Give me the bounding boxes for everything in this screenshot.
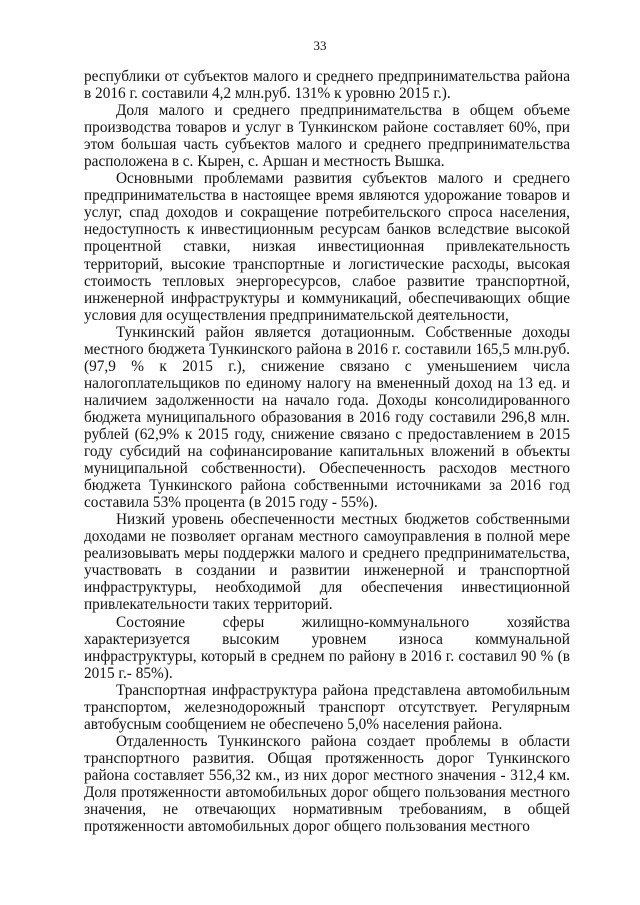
page-number: 33 — [313, 38, 327, 53]
paragraph-budget-sufficiency: Низкий уровень обеспеченности местных бюджетов собственными доходами не позволяет органам местного самоуправления в полной мере реализовывать меры поддержки малого и среднего предпринимательства, участвовать в создании и развитии инженерной и транспортной инфраструктуры, необходимой для обеспечения инвестиционной привлекательности таких территорий. — [84, 511, 570, 614]
paragraph-budget-revenue: Тункинский район является дотационным. Собственные доходы местного бюджета Тункинского района в 2016 г. составили 165,5 млн.руб. (97,9 % к 2015 г.), снижение связано с уменьшением числа налогоплательщиков по единому налогу на вмененный доход на 13 ед. и наличием задолженности на начало года. Доходы консолидированного бюджета муниципального образования в 2016 году составили 296,8 млн. рублей (62,9% к 2015 году, снижение связано с предоставлением в 2015 году субсидий на софинансирование капитальных вложений в объекты муниципальной собственности). Обеспеченность расходов местного бюджета Тункинского района собственными источниками за 2016 год составила 53% процента (в 2015 году - 55%). — [84, 323, 570, 512]
paragraph-development-problems: Основными проблемами развития субъектов малого и среднего предпринимательства в настоящее время являются удорожание товаров и услуг, спад доходов и сокращение потребительского спроса населения, недоступность к инвестиционным ресурсам банков вследствие высокой процентной ставки, низкая инвестиционная привлекательность территорий, высокие транспортные и логистические расходы, высокая стоимость тепловых энергоресурсов, слабое развитие транспортной, инженерной инфраструктуры и коммуникаций, обеспечивающих общие условия для осуществления предпринимательской деятельности, — [84, 170, 570, 324]
paragraph-transport-infrastructure: Транспортная инфраструктура района представлена автомобильным транспортом, железнодорожный транспорт отсутствует. Регулярным автобусным сообщением не обеспечено 5,0% населения района. — [84, 681, 570, 733]
paragraph-housing-utilities: Состояние сферы жилищно-коммунального хозяйства характеризуется высоким уровнем износа коммунальной инфраструктуры, который в среднем по району в 2016 г. составил 90 % (в 2015 г.- 85%). — [84, 613, 570, 682]
document-body — [84, 68, 570, 835]
paragraph-road-network: Отдаленность Тункинского района создает проблемы в области транспортного развития. Общая протяженность дорог Тункинского района составляет 556,32 км., из них дорог местного значения - 312,4 км. Доля протяженности автомобильных дорог общего пользования местного значения, не отвечающих нормативным требованиям, в общей протяженности автомобильных дорог общего пользования местного — [84, 732, 570, 836]
paragraph-small-business-share: Доля малого и среднего предпринимательства в общем объеме производства товаров и услуг в Тункинском районе составляет 60%, при этом большая часть субъектов малого и среднего предпринимательства расположена в с. Кырен, с. Аршан и местность Вышка. — [84, 102, 570, 171]
paragraph-small-business-revenue: республики от субъектов малого и среднего предпринимательства района в 2016 г. составили 4,2 млн.руб. 131% к уровню 2015 г.). — [84, 68, 570, 103]
